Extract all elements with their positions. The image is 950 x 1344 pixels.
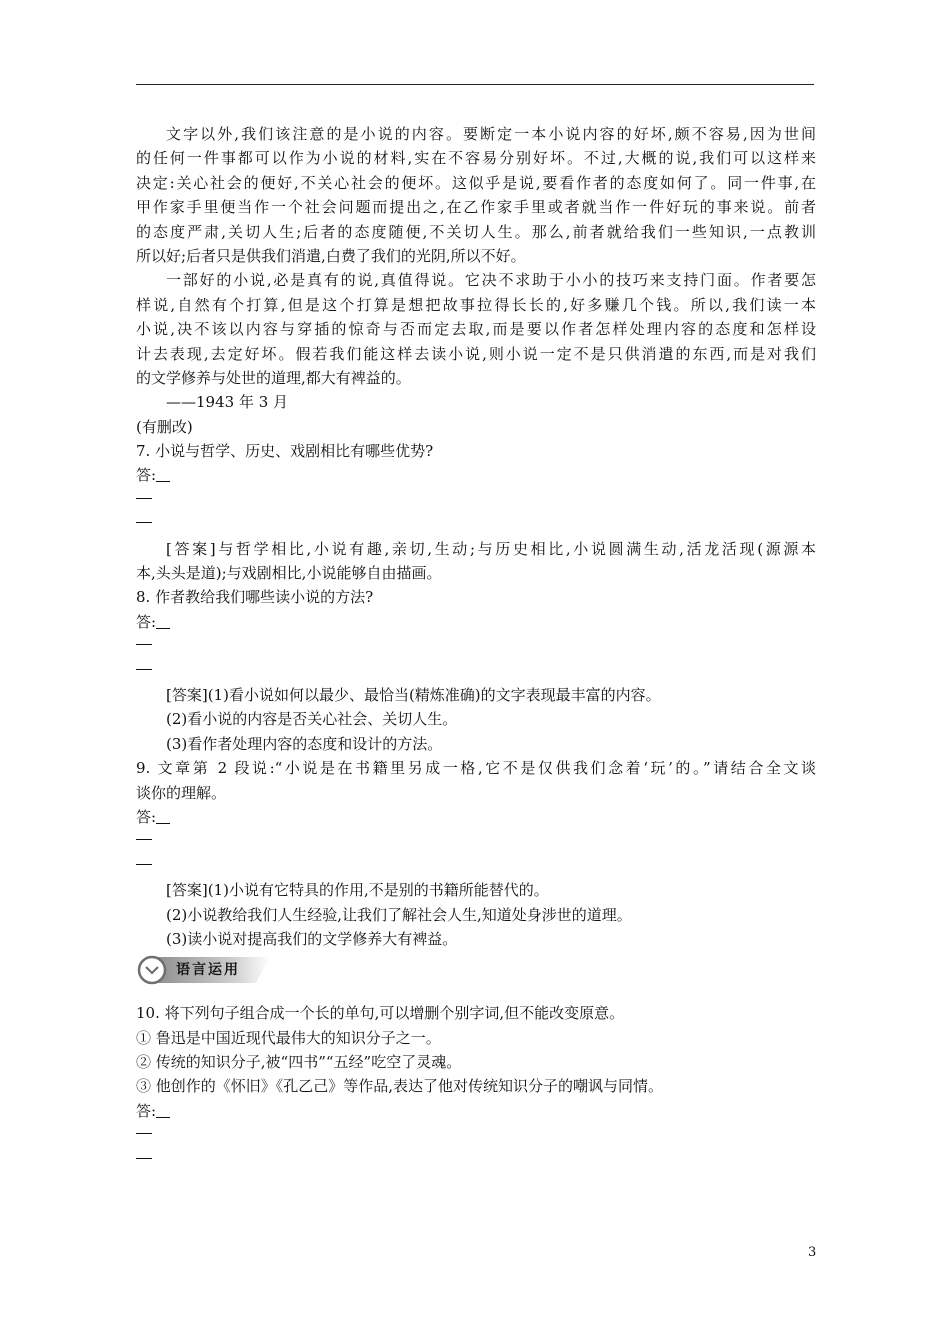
answer-blank[interactable] [136,488,152,499]
answer-blank[interactable] [156,809,170,824]
text-line: 计去表现,去定好坏。假若我们能这样去读小说,则小说一定不是只供消遣的东西,而是对我们 [136,344,816,363]
text-line: 文字以外,我们该注意的是小说的内容。要断定一本小说内容的好坏,颇不容易,因为世间 [166,125,816,143]
answer-key: [答案]与哲学相比,小说有趣,亲切,生动;与历史相比,小说圆满生动,活龙活现(源源本 [166,539,816,558]
paragraph-2 [136,268,816,390]
answer-key: 本,头头是道);与戏剧相比,小说能够自由描画。 [136,564,442,583]
answer-blank[interactable] [136,512,152,523]
article-date: ——1943 年 3 月 [166,393,289,412]
text-line: 的态度严肃,关切人生;后者的态度随便,不关切人生。那么,前者就给我们一些知识,一点教训 [136,222,816,241]
edit-note: (有删改) [136,417,193,436]
question-10 [136,1001,816,1172]
sentence-item: ① 鲁迅是中国近现代最伟大的知识分子之一。 [136,1028,441,1047]
answer-prefix: 答: [136,807,157,826]
answer-line[interactable] [136,854,816,878]
answer-key: (2)看小说的内容是否关心社会、关切人生。 [166,710,458,729]
answer-blank[interactable] [136,1148,152,1159]
answer-key: (3)看作者处理内容的态度和设计的方法。 [166,734,443,753]
answer-blank[interactable] [136,1123,152,1134]
page-number: 3 [808,1245,817,1260]
sentence-item: ③ 他创作的《怀旧》《孔乙己》等作品,表达了他对传统知识分子的嘲讽与同情。 [136,1077,664,1096]
answer-line[interactable] [136,1148,816,1172]
answer-key: [答案](1)看小说如何以最少、最恰当(精炼准确)的文字表现最丰富的内容。 [166,685,661,704]
answer-blank[interactable] [136,829,152,840]
text-line: 决定:关心社会的便好,不关心社会的便坏。这似乎是说,要看作者的态度如何了。同一件事,在 [136,173,816,192]
question-text: 9. 文章第 2 段说:“小说是在书籍里另成一格,它不是仅供我们念着‘玩’的。”请结合全文谈 [136,759,816,778]
question-9 [136,756,816,951]
answer-line[interactable] [136,610,816,634]
answer-blank[interactable] [156,614,170,629]
answer-key: (2)小说教给我们人生经验,让我们了解社会人生,知道处身涉世的道理。 [166,905,632,924]
text-line: 所以好;后者只是供我们消遣,白费了我们的光阴,所以不好。 [136,246,526,265]
text-line: 甲作家手里便当作一个社会问题而提出之,在乙作家手里或者就当作一件好玩的事来说。前者 [136,198,816,217]
answer-line[interactable] [136,488,816,512]
document-body [136,122,816,1172]
answer-line[interactable] [136,805,816,829]
question-7 [136,439,816,585]
answer-line[interactable] [136,829,816,853]
answer-blank[interactable] [136,854,152,865]
answer-line[interactable] [136,1123,816,1147]
paragraph-1 [136,122,816,268]
text-line: 样说,自然有个打算,但是这个打算是想把故事拉得长长的,好多赚几个钱。所以,我们读一本 [136,295,816,314]
answer-blank[interactable] [136,659,152,670]
answer-key: [答案](1)小说有它特具的作用,不是别的书籍所能替代的。 [166,881,549,900]
question-text: 8. 作者教给我们哪些读小说的方法? [136,588,374,607]
text-line: 一部好的小说,必是真有的说,真值得说。它决不求助于小小的技巧来支持门面。作者要怎 [166,271,816,290]
question-8 [136,585,816,756]
question-text: 谈你的理解。 [136,783,227,802]
header-rule [136,84,814,85]
answer-line[interactable] [136,659,816,683]
answer-prefix: 答: [136,466,157,485]
answer-line[interactable] [136,634,816,658]
answer-blank[interactable] [156,1103,170,1118]
answer-key: (3)读小说对提高我们的文学修养大有裨益。 [166,929,458,948]
text-line: 小说,决不该以内容与穿插的惊奇与否而定去取,而是要以作者怎样处理内容的态度和怎样设 [136,320,816,339]
answer-prefix: 答: [136,612,157,631]
question-text: 7. 小说与哲学、历史、戏剧相比有哪些优势? [136,442,434,461]
sentence-item: ② 传统的知识分子,被“四书”“五经”吃空了灵魂。 [136,1053,462,1072]
answer-prefix: 答: [136,1101,157,1120]
text-line: 的文学修养与处世的道理,都大有裨益的。 [136,368,411,387]
answer-line[interactable] [136,512,816,536]
section-banner [136,953,816,987]
answer-line[interactable] [136,463,816,487]
section-banner-label: 语言运用 [176,962,240,979]
answer-blank[interactable] [136,634,152,645]
answer-line[interactable] [136,1099,816,1123]
question-text: 10. 将下列句子组合成一个长的单句,可以增删个别字词,但不能改变原意。 [136,1004,625,1023]
answer-blank[interactable] [156,467,170,482]
text-line: 的任何一件事都可以作为小说的材料,实在不容易分别好坏。不过,大概的说,我们可以这样来 [136,149,816,168]
